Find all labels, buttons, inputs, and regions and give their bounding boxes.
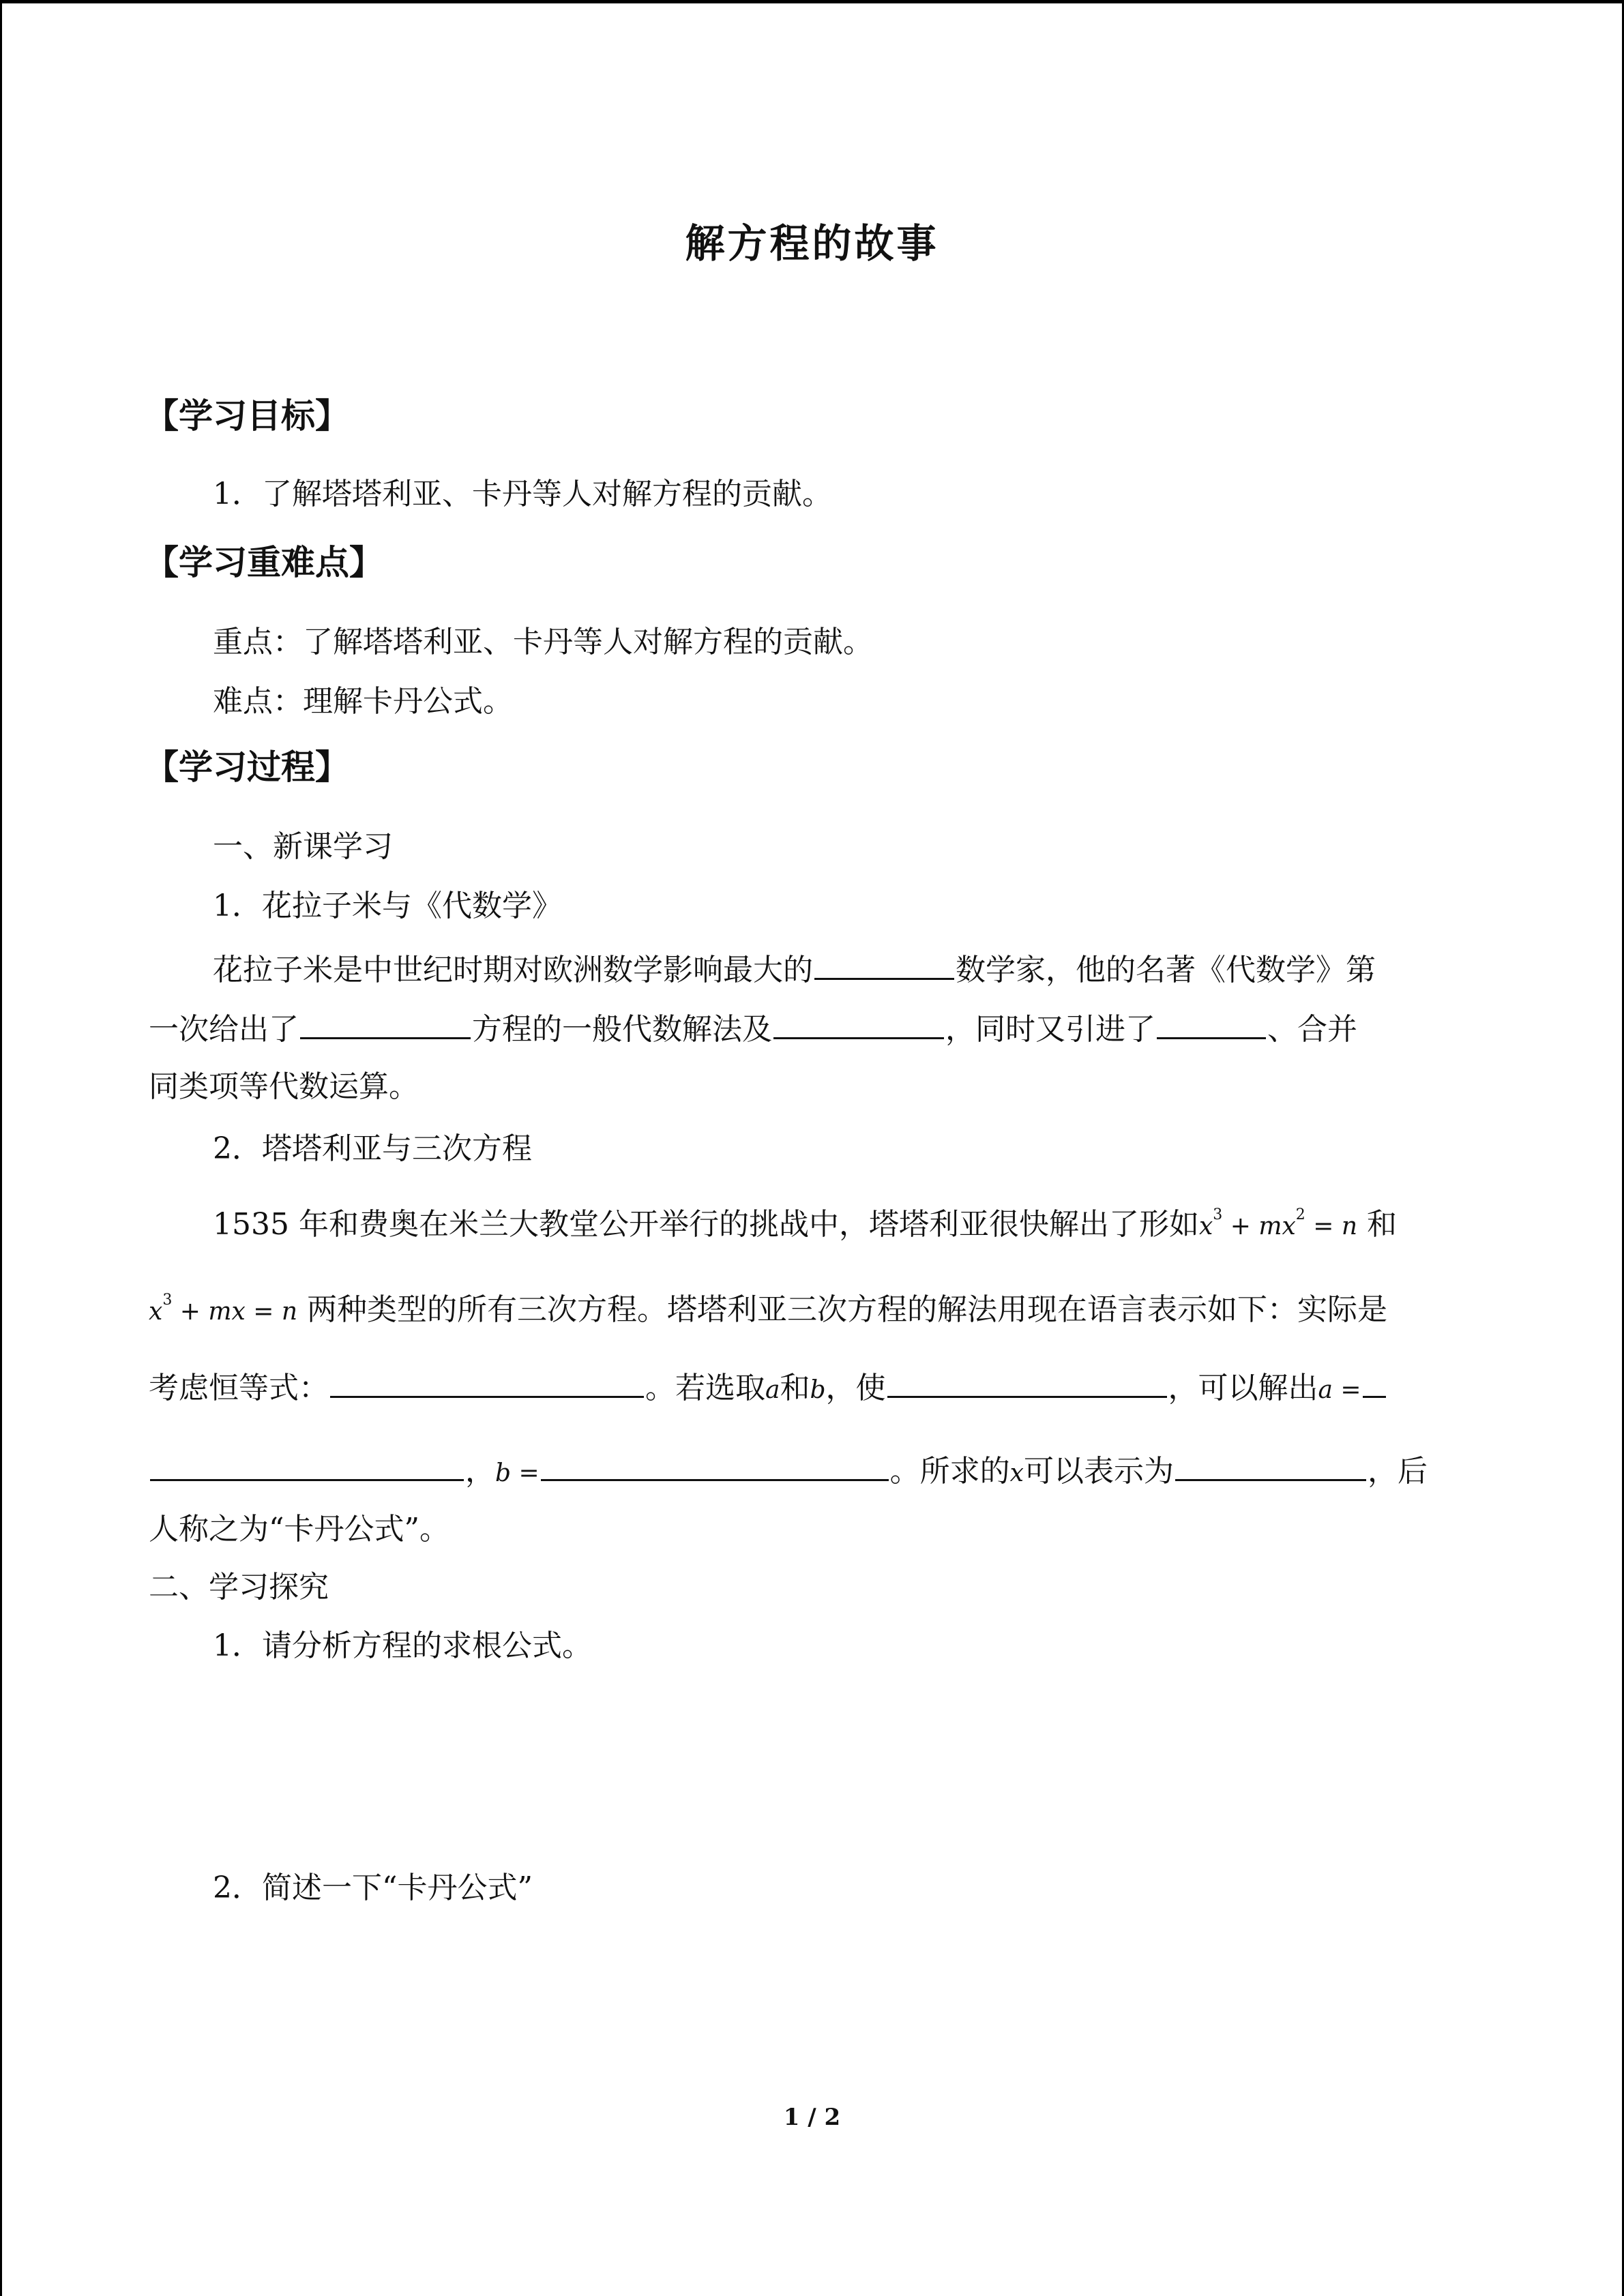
heading-keypoints: 【学习重难点】 — [145, 543, 383, 582]
text-segment: 、合并 — [1267, 1012, 1357, 1047]
fill-blank-2[interactable] — [300, 1007, 471, 1039]
text-segment: ，可以解出 — [1168, 1371, 1318, 1405]
variable-b: b — [810, 1376, 826, 1404]
fill-blank-b-value[interactable] — [541, 1449, 889, 1481]
objective-item-1: 1．了解塔塔利亚、卡丹等人对解方程的贡献。 — [213, 477, 832, 511]
question-1: 1．请分析方程的求根公式。 — [213, 1628, 592, 1663]
text-segment: 一次给出了 — [149, 1012, 299, 1047]
fill-blank-1[interactable] — [814, 948, 954, 980]
text-segment: ，同时又引进了 — [945, 1012, 1155, 1047]
fill-blank-4[interactable] — [1157, 1007, 1266, 1039]
text-segment: 方程的一般代数解法及 — [472, 1012, 772, 1047]
page-border-left — [0, 0, 2, 2296]
a-equals: a = — [1318, 1376, 1361, 1404]
part1-title: 一、新课学习 — [213, 829, 393, 864]
text-segment: 和 — [780, 1371, 810, 1405]
part2-title: 二、学习探究 — [149, 1570, 329, 1605]
subsection-2-title: 2．塔塔利亚与三次方程 — [213, 1131, 532, 1166]
document-title: 解方程的故事 — [685, 220, 939, 267]
variable-a: a — [765, 1376, 780, 1404]
text-segment: ， — [465, 1454, 495, 1489]
question-2: 2．简述一下“卡丹公式” — [213, 1870, 533, 1905]
text-segment: ，使 — [825, 1371, 886, 1405]
text-segment: 花拉子米是中世纪时期对欧洲数学影响最大的 — [213, 953, 813, 987]
keypoint-difficulty: 难点：理解卡丹公式。 — [213, 684, 513, 719]
paragraph-2-line-4 — [149, 1449, 1428, 1490]
text-segment: 和 — [1367, 1207, 1398, 1242]
heading-process: 【学习过程】 — [145, 747, 349, 787]
paragraph-1-line-1 — [213, 948, 1376, 989]
paragraph-2-line-1 — [213, 1195, 1398, 1242]
text-segment: 1535 年和费奥在米兰大教堂公开举行的挑战中，塔塔利亚很快解出了形如 — [213, 1207, 1199, 1242]
text-segment: 数学家，他的名著《代数学》第 — [956, 953, 1376, 987]
paragraph-2-line-2 — [149, 1280, 1388, 1327]
fill-blank-a-value[interactable] — [150, 1449, 464, 1481]
text-segment: ，后 — [1367, 1454, 1428, 1489]
fill-blank-identity[interactable] — [330, 1366, 644, 1398]
text-segment: 。所求的 — [889, 1454, 1010, 1489]
paragraph-2-line-3 — [149, 1366, 1387, 1407]
fill-blank-x-formula[interactable] — [1175, 1449, 1366, 1481]
text-segment: 。若选取 — [645, 1371, 765, 1405]
paragraph-1-line-2 — [149, 1007, 1357, 1048]
heading-objectives: 【学习目标】 — [145, 396, 349, 436]
fill-blank-condition[interactable] — [887, 1366, 1167, 1398]
keypoint-focus: 重点：了解塔塔利亚、卡丹等人对解方程的贡献。 — [213, 625, 873, 659]
paragraph-1-line-3: 同类项等代数运算。 — [149, 1069, 419, 1104]
equation-1: $x^3 + mx^2 = n$ — [1198, 1206, 1358, 1240]
page-border-top — [0, 0, 1624, 3]
text-segment: 可以表示为 — [1023, 1454, 1174, 1489]
subsection-1-title: 1．花拉子米与《代数学》 — [213, 889, 562, 923]
fill-blank-3[interactable] — [773, 1007, 944, 1039]
fill-blank-a-start[interactable] — [1363, 1366, 1386, 1398]
page-number: 1 / 2 — [783, 2104, 841, 2131]
text-segment: 考虑恒等式： — [149, 1371, 329, 1405]
paragraph-2-line-5: 人称之为“卡丹公式”。 — [149, 1512, 449, 1547]
text-segment: 两种类型的所有三次方程。塔塔利亚三次方程的解法用现在语言表示如下：实际是 — [307, 1292, 1388, 1327]
b-equals: b = — [495, 1459, 540, 1487]
variable-x: x — [1009, 1459, 1024, 1487]
equation-2: $x^3$ + mx = n — [149, 1292, 298, 1326]
